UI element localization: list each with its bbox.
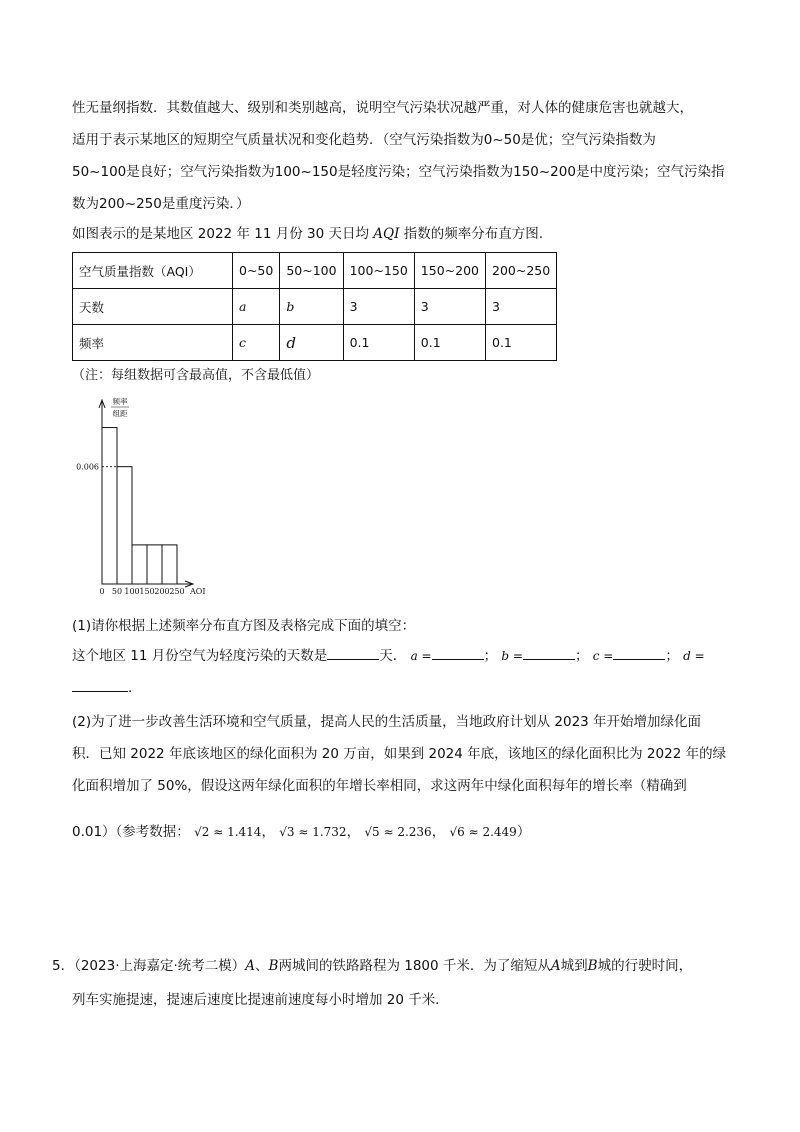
table-row-frequency — [73, 325, 557, 361]
intro-line-5-post: 指数的频率分布直方图. — [403, 226, 544, 242]
answer-blank-d[interactable] — [72, 677, 128, 692]
part2-line-2: 积．已知 2022 年底该地区的绿化面积为 20 万亩，如果到 2024 年底，该地区的绿化面积比为 2022 年的绿 — [72, 746, 727, 762]
y-tick-label: 0.006 — [76, 462, 99, 472]
city-b: B — [268, 958, 279, 974]
table-cell: d — [280, 325, 343, 361]
table-cell: 3 — [486, 289, 557, 325]
y-axis-label-top: 频率 — [112, 397, 128, 406]
table-cell: 3 — [414, 289, 485, 325]
question-5-line-1 — [52, 952, 742, 980]
part1-line-pre: 这个地区 11 月份空气为轻度污染的天数是 — [72, 648, 328, 664]
intro-line-5-pre: 如图表示的是某地区 2022 年 11 月份 30 天日均 — [72, 226, 369, 242]
table-cell: b — [280, 289, 343, 325]
answer-blank-c[interactable] — [613, 645, 665, 660]
b-label: b = — [501, 649, 523, 663]
answer-blank-b[interactable] — [523, 645, 575, 660]
comma: ， — [261, 824, 275, 840]
separator: ； — [665, 648, 679, 664]
separator: ； — [574, 648, 589, 664]
table-cell: 0~50 — [233, 253, 280, 289]
table-cell: 200~250 — [486, 253, 557, 289]
table-cell: 150~200 — [414, 253, 485, 289]
table-row-header — [73, 253, 557, 289]
q5-text: 城到 — [560, 958, 588, 974]
x-tick-label: 150 — [139, 587, 155, 594]
q5-text: 、 — [255, 958, 269, 974]
aqi-table — [72, 252, 557, 361]
part2-line-4-pre: 0.01）（参考数据： — [72, 824, 190, 840]
table-note: （注：每组数据可含最高值，不含最低值） — [72, 368, 320, 383]
x-tick-label: 50 — [111, 587, 123, 594]
table-cell: 100~150 — [343, 253, 414, 289]
x-tick-label: 100 — [124, 587, 140, 594]
question-5-line-2: 列车实施提速，提速后速度比提速前速度每小时增加 20 千米． — [72, 992, 449, 1008]
q5-pre: 5．（2023·上海嘉定·统考二模） — [52, 958, 246, 974]
histogram-bar — [132, 545, 147, 584]
histogram-bar — [102, 428, 117, 584]
ref-sqrt6: √6 ≈ 2.449 — [449, 825, 517, 839]
separator: ； — [483, 648, 498, 664]
comma: ， — [431, 824, 446, 840]
table-cell: 空气质量指数（AQI） — [73, 253, 233, 289]
city-a: A — [550, 958, 561, 974]
comma: ， — [346, 824, 361, 840]
table-cell: 50~100 — [280, 253, 343, 289]
part1-prompt: (1)请你根据上述频率分布直方图及表格完成下面的填空： — [72, 618, 416, 634]
answer-blank-days[interactable] — [327, 645, 379, 660]
intro-line-2: 适用于表示某地区的短期空气质量状况和变化趋势．（空气污染指数为0~50是优；空气污染指数为 — [72, 132, 656, 148]
part1-fill-line — [72, 642, 732, 670]
part2-line-1: (2)为了进一步改善生活环境和空气质量，提高人民的生活质量，当地政府计划从 2023 年开始增加绿化面 — [72, 714, 702, 730]
histogram-bar — [147, 545, 162, 584]
q5-text: 两城间的铁路路程为 1800 千米．为了缩短从 — [278, 958, 551, 974]
intro-aqi-var: AQI — [373, 226, 400, 242]
city-a: A — [245, 958, 256, 974]
frequency-histogram — [68, 394, 218, 594]
c-label: c = — [592, 649, 614, 663]
table-cell: 频率 — [73, 325, 233, 361]
ref-sqrt5: √5 ≈ 2.236 — [364, 825, 432, 839]
part1-unit: 天． — [379, 648, 407, 664]
close-paren: ） — [516, 824, 531, 840]
d-label: d = — [683, 649, 705, 663]
y-axis-label-bottom: 组距 — [112, 409, 128, 418]
histogram-labels — [76, 396, 205, 594]
x-tick-label: 250 — [169, 587, 185, 594]
answer-blank-a[interactable] — [432, 645, 484, 660]
part1-end: . — [128, 680, 133, 696]
intro-line-1: 性无量纲指数．其数值越大、级别和类别越高，说明空气污染状况越严重，对人体的健康危害也就越大， — [72, 100, 693, 116]
histogram-bar — [117, 467, 132, 584]
part2-line-3: 化面积增加了 50%，假设这两年绿化面积的年增长率相同，求这两年中绿化面积每年的增长率（精确到 — [72, 778, 687, 794]
intro-line-4: 数为200~250是重度污染．） — [72, 196, 250, 212]
table-cell: a — [233, 289, 280, 325]
table-cell: 3 — [343, 289, 414, 325]
part2-line-4 — [72, 818, 732, 846]
histogram-bar — [162, 545, 177, 584]
x-tick-label: 0 — [99, 587, 105, 594]
table-row-days — [73, 289, 557, 325]
table-cell: 天数 — [73, 289, 233, 325]
table-cell: c — [233, 325, 280, 361]
ref-sqrt2: √2 ≈ 1.414 — [194, 825, 262, 839]
x-tick-label: 200 — [154, 587, 170, 594]
intro-line-5 — [72, 220, 732, 248]
table-cell: 0.1 — [486, 325, 557, 361]
intro-line-3: 50~100是良好；空气污染指数为100~150是轻度污染；空气污染指数为150~200是中度污染；空气污染指 — [72, 164, 725, 180]
city-b: B — [587, 958, 598, 974]
part1-fill-line-2 — [72, 674, 732, 702]
histogram-bars — [102, 428, 177, 584]
table-cell: 0.1 — [343, 325, 414, 361]
table-cell: 0.1 — [414, 325, 485, 361]
a-label: a = — [410, 649, 432, 663]
q5-text: 城的行驶时间， — [597, 958, 693, 974]
x-axis-label: AQI — [190, 587, 206, 594]
ref-sqrt3: √3 ≈ 1.732 — [279, 825, 347, 839]
